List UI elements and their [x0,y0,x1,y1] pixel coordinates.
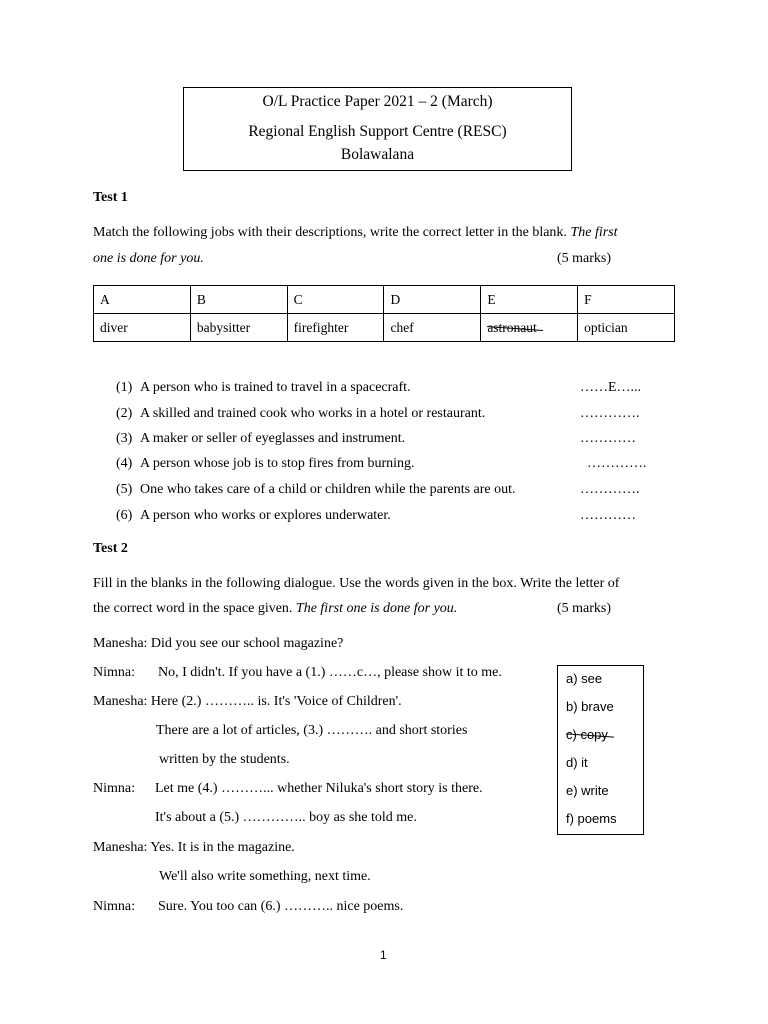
test2-instruction-line2: the correct word in the space given. The first one is done for you. [93,601,458,616]
word-option: a) see [566,671,603,686]
table-cell-job: chef [384,314,481,342]
table-cell-job: optician [578,314,675,342]
table-cell-letter: D [384,286,481,314]
dialogue-line: No, I didn't. If you have a (1.) ……c…, please show it to me. [158,665,502,680]
word-option: e) write [566,783,609,798]
dialogue-line: Sure. You too can (6.) ……….. nice poems. [158,899,404,914]
header-location: Bolawalana [340,146,415,163]
table-cell-job: diver [94,314,191,342]
dialogue-line: It's about a (5.) ………….. boy as she told me. [155,810,417,825]
test1-title: Test 1 [93,190,128,205]
test2-title: Test 2 [93,541,128,556]
table-row [94,314,675,342]
page-number: 1 [380,948,387,962]
dialogue-line: Manesha: Did you see our school magazine? [93,636,344,651]
list-item: (5) One who takes care of a child or children while the parents are out. [116,482,516,497]
list-item: (2) A skilled and trained cook who works in a hotel or restaurant. [116,406,486,421]
table-row [94,286,675,314]
word-option: f) poems [566,811,617,826]
answer-blank[interactable]: …………. [580,406,640,421]
dialogue-line: We'll also write something, next time. [159,869,371,884]
answer-blank[interactable]: …………. [580,482,640,497]
word-option [566,727,608,742]
list-item: (4) A person whose job is to stop fires from burning. [116,456,415,471]
list-item: (3) A maker or seller of eyeglasses and instrument. [116,431,406,446]
table-cell-letter: B [190,286,287,314]
answer-blank[interactable]: ………… [580,508,636,523]
test1-instruction-line1: Match the following jobs with their descriptions, write the correct letter in the blank. The first [93,225,618,240]
dialogue-line: Manesha: Here (2.) ……….. is. It's 'Voice of Children'. [93,694,402,709]
speaker-label: Nimna: [93,899,135,914]
table-cell-letter: E [481,286,578,314]
word-option: b) brave [566,699,614,714]
struck-word: astronaut [487,319,537,335]
dialogue-line: There are a lot of articles, (3.) ………. and short stories [156,723,468,738]
word-box [557,665,644,835]
list-item: (6) A person who works or explores underwater. [116,508,391,523]
table-cell-job: babysitter [190,314,287,342]
word-option: d) it [566,755,588,770]
dialogue-line: Let me (4.) ………... whether Niluka's short story is there. [155,781,483,796]
test1-marks: (5 marks) [557,251,612,266]
answer-blank[interactable]: ………… [580,431,636,446]
jobs-table [93,285,675,342]
dialogue-line: written by the students. [159,752,290,767]
table-cell-job: firefighter [287,314,384,342]
header-title: O/L Practice Paper 2021 – 2 (March) [262,93,493,110]
test1-instruction-line2: one is done for you. [93,251,204,266]
dialogue-line: Manesha: Yes. It is in the magazine. [93,840,295,855]
struck-word: c) copy [566,727,608,742]
table-cell-job-struck [481,314,578,342]
test2-instruction-line1: Fill in the blanks in the following dialogue. Use the words given in the box. Write the letter of [93,576,620,591]
speaker-label: Nimna: [93,665,135,680]
table-cell-letter: C [287,286,384,314]
table-cell-letter: F [578,286,675,314]
header-box [183,87,572,171]
speaker-label: Nimna: [93,781,135,796]
test2-marks: (5 marks) [557,601,612,616]
list-item: (1) A person who is trained to travel in a spacecraft. [116,380,411,395]
answer-blank[interactable]: …………. [587,456,647,471]
header-centre: Regional English Support Centre (RESC) [248,123,507,140]
answer-blank[interactable]: ……E…... [580,380,642,395]
table-cell-letter: A [94,286,191,314]
